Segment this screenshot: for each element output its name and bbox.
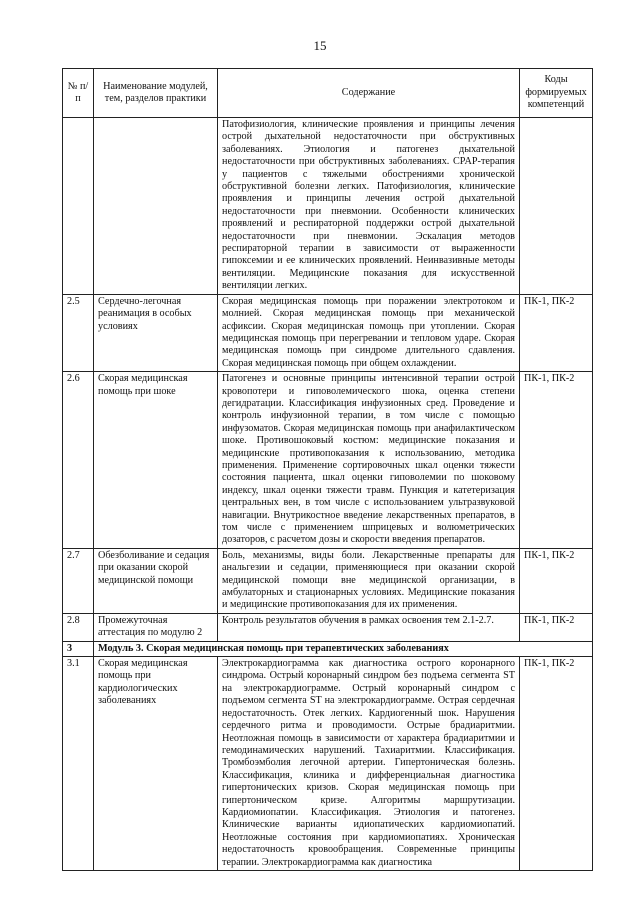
row-num: 2.8 bbox=[63, 613, 94, 641]
row-content: Скорая медицинская помощь при поражении электротоком и молнией. Скорая медицинская помощь при механической асфиксии. Скорая медицинская помощь при утоплении. Скорая медицинская помощь при перегревании и тепловом ударе. Скорая медицинская помощь при синдроме длительного сдавления. Скорая медицинская помощь при общем охлаждении. bbox=[218, 294, 520, 371]
row-codes bbox=[520, 118, 593, 295]
table-row bbox=[63, 657, 593, 871]
row-codes: ПК-1, ПК-2 bbox=[520, 548, 593, 613]
table-row bbox=[63, 548, 593, 613]
table-row bbox=[63, 118, 593, 295]
row-name: Скорая медицинская помощь при шоке bbox=[94, 372, 218, 549]
row-codes: ПК-1, ПК-2 bbox=[520, 613, 593, 641]
row-num: 2.5 bbox=[63, 294, 94, 371]
row-name: Промежуточная аттестация по модулю 2 bbox=[94, 613, 218, 641]
row-num bbox=[63, 118, 94, 295]
table-row bbox=[63, 294, 593, 371]
row-num: 2.6 bbox=[63, 372, 94, 549]
row-num: 3.1 bbox=[63, 657, 94, 871]
row-name: Скорая медицинская помощь при кардиологических заболеваниях bbox=[94, 657, 218, 871]
header-num: № п/п bbox=[63, 69, 94, 118]
module-title: Модуль 3. Скорая медицинская помощь при терапевтических заболеваниях bbox=[94, 641, 593, 656]
row-name: Обезболивание и седация при оказании скорой медицинской помощи bbox=[94, 548, 218, 613]
row-content: Электрокардиограмма как диагностика острого коронарного синдрома. Острый коронарный синдром без подъема сегмента ST на электрокардиограмме. Острый коронарный синдром с подъемом сегмента ST на электрокардиограмме. Острая сердечная недостаточность. Отек легких. Кардиогенный шок. Нарушения сердечного ритма и проводимости. Острые брадиаритмии. Неотложная помощь в зависимости от характера брадиаритмии и гемодинамических нарушений. Тахиаритмии. Классификация. Тромбоэмболия легочной артерии. Гипертоническая болезнь. Классификация, клиника и дифференциальная диагностика гипертонических кризов. Скорая медицинская помощь при гипертоническом кризе. Алгоритмы маршрутизации. Кардиомиопатии. Классификация. Этиология и патогенез. Клинические варианты идиопатических кардиомиопатий. Неотложные состояния при кардиомиопатиях. Хроническая недостаточность кровообращения. Современные принципы терапии. Электрокардиограмма как диагностика bbox=[218, 657, 520, 871]
row-content: Патофизиология, клинические проявления и принципы лечения острой дыхательной недостаточности при обструктивных заболеваниях. Этиология и патогенез дыхательной недостаточности при обструктивных заболеваниях. CPAP-терапия у пациентов с тяжелыми обострениями хронической обструктивной болезни легких. Патофизиология, клинические проявления и принципы лечения острой дыхательной недостаточности при пневмонии. Особенности клинических проявлений и респираторной поддержки острой дыхательной недостаточности при пневмонии. Эскалация методов респираторной терапии в зависимости от выраженности гипоксемии и ее клинических проявлений. Неинвазивные методы вентиляции. Медицинские показания для искусственной вентиляции легких. bbox=[218, 118, 520, 295]
row-num: 2.7 bbox=[63, 548, 94, 613]
module-row bbox=[63, 641, 593, 656]
row-codes: ПК-1, ПК-2 bbox=[520, 294, 593, 371]
page-number: 15 bbox=[313, 38, 327, 53]
table-header-row bbox=[63, 69, 593, 118]
row-codes: ПК-1, ПК-2 bbox=[520, 372, 593, 549]
row-content: Контроль результатов обучения в рамках освоения тем 2.1-2.7. bbox=[218, 613, 520, 641]
curriculum-table bbox=[62, 68, 593, 871]
table-row bbox=[63, 613, 593, 641]
row-codes: ПК-1, ПК-2 bbox=[520, 657, 593, 871]
header-name: Наименование модулей, тем, разделов практики bbox=[94, 69, 218, 118]
row-name bbox=[94, 118, 218, 295]
header-content: Содержание bbox=[218, 69, 520, 118]
row-name: Сердечно-легочная реанимация в особых условиях bbox=[94, 294, 218, 371]
row-content: Патогенез и основные принципы интенсивной терапии острой кровопотери и гиповолемического шока, оценка степени дегидратации. Классификация инфузионных сред. Проведение и контроль инфузионной терапии, в том числе с помощью инфузоматов. Скорая медицинская помощь при анафилактическом шоке. Противошоковый костюм: медицинские показания и медицинские противопоказания к использованию, методика применения. Применение сортировочных шкал оценки тяжести состояния пациента, шкал оценки гиповолемии по шоковому индексу, шкал оценки тяжести травм. Пункция и катетеризация центральных вен, в том числе с использованием ультразвуковой навигации. Внутрикостное введение лекарственных препаратов, в том числе с применением шприцевых и волюметрических дозаторов, с расчетом дозы и скорости введения препаратов. bbox=[218, 372, 520, 549]
table-row bbox=[63, 372, 593, 549]
row-content: Боль, механизмы, виды боли. Лекарственные препараты для анальгезии и седации, применяющиеся при оказании скорой медицинской помощи вне медицинской организации, в амбулаторных и стационарных условиях. Медицинские показания и медицинские противопоказания для их применения. bbox=[218, 548, 520, 613]
header-codes: Коды формируемых компетенций bbox=[520, 69, 593, 118]
module-num: 3 bbox=[63, 641, 94, 656]
